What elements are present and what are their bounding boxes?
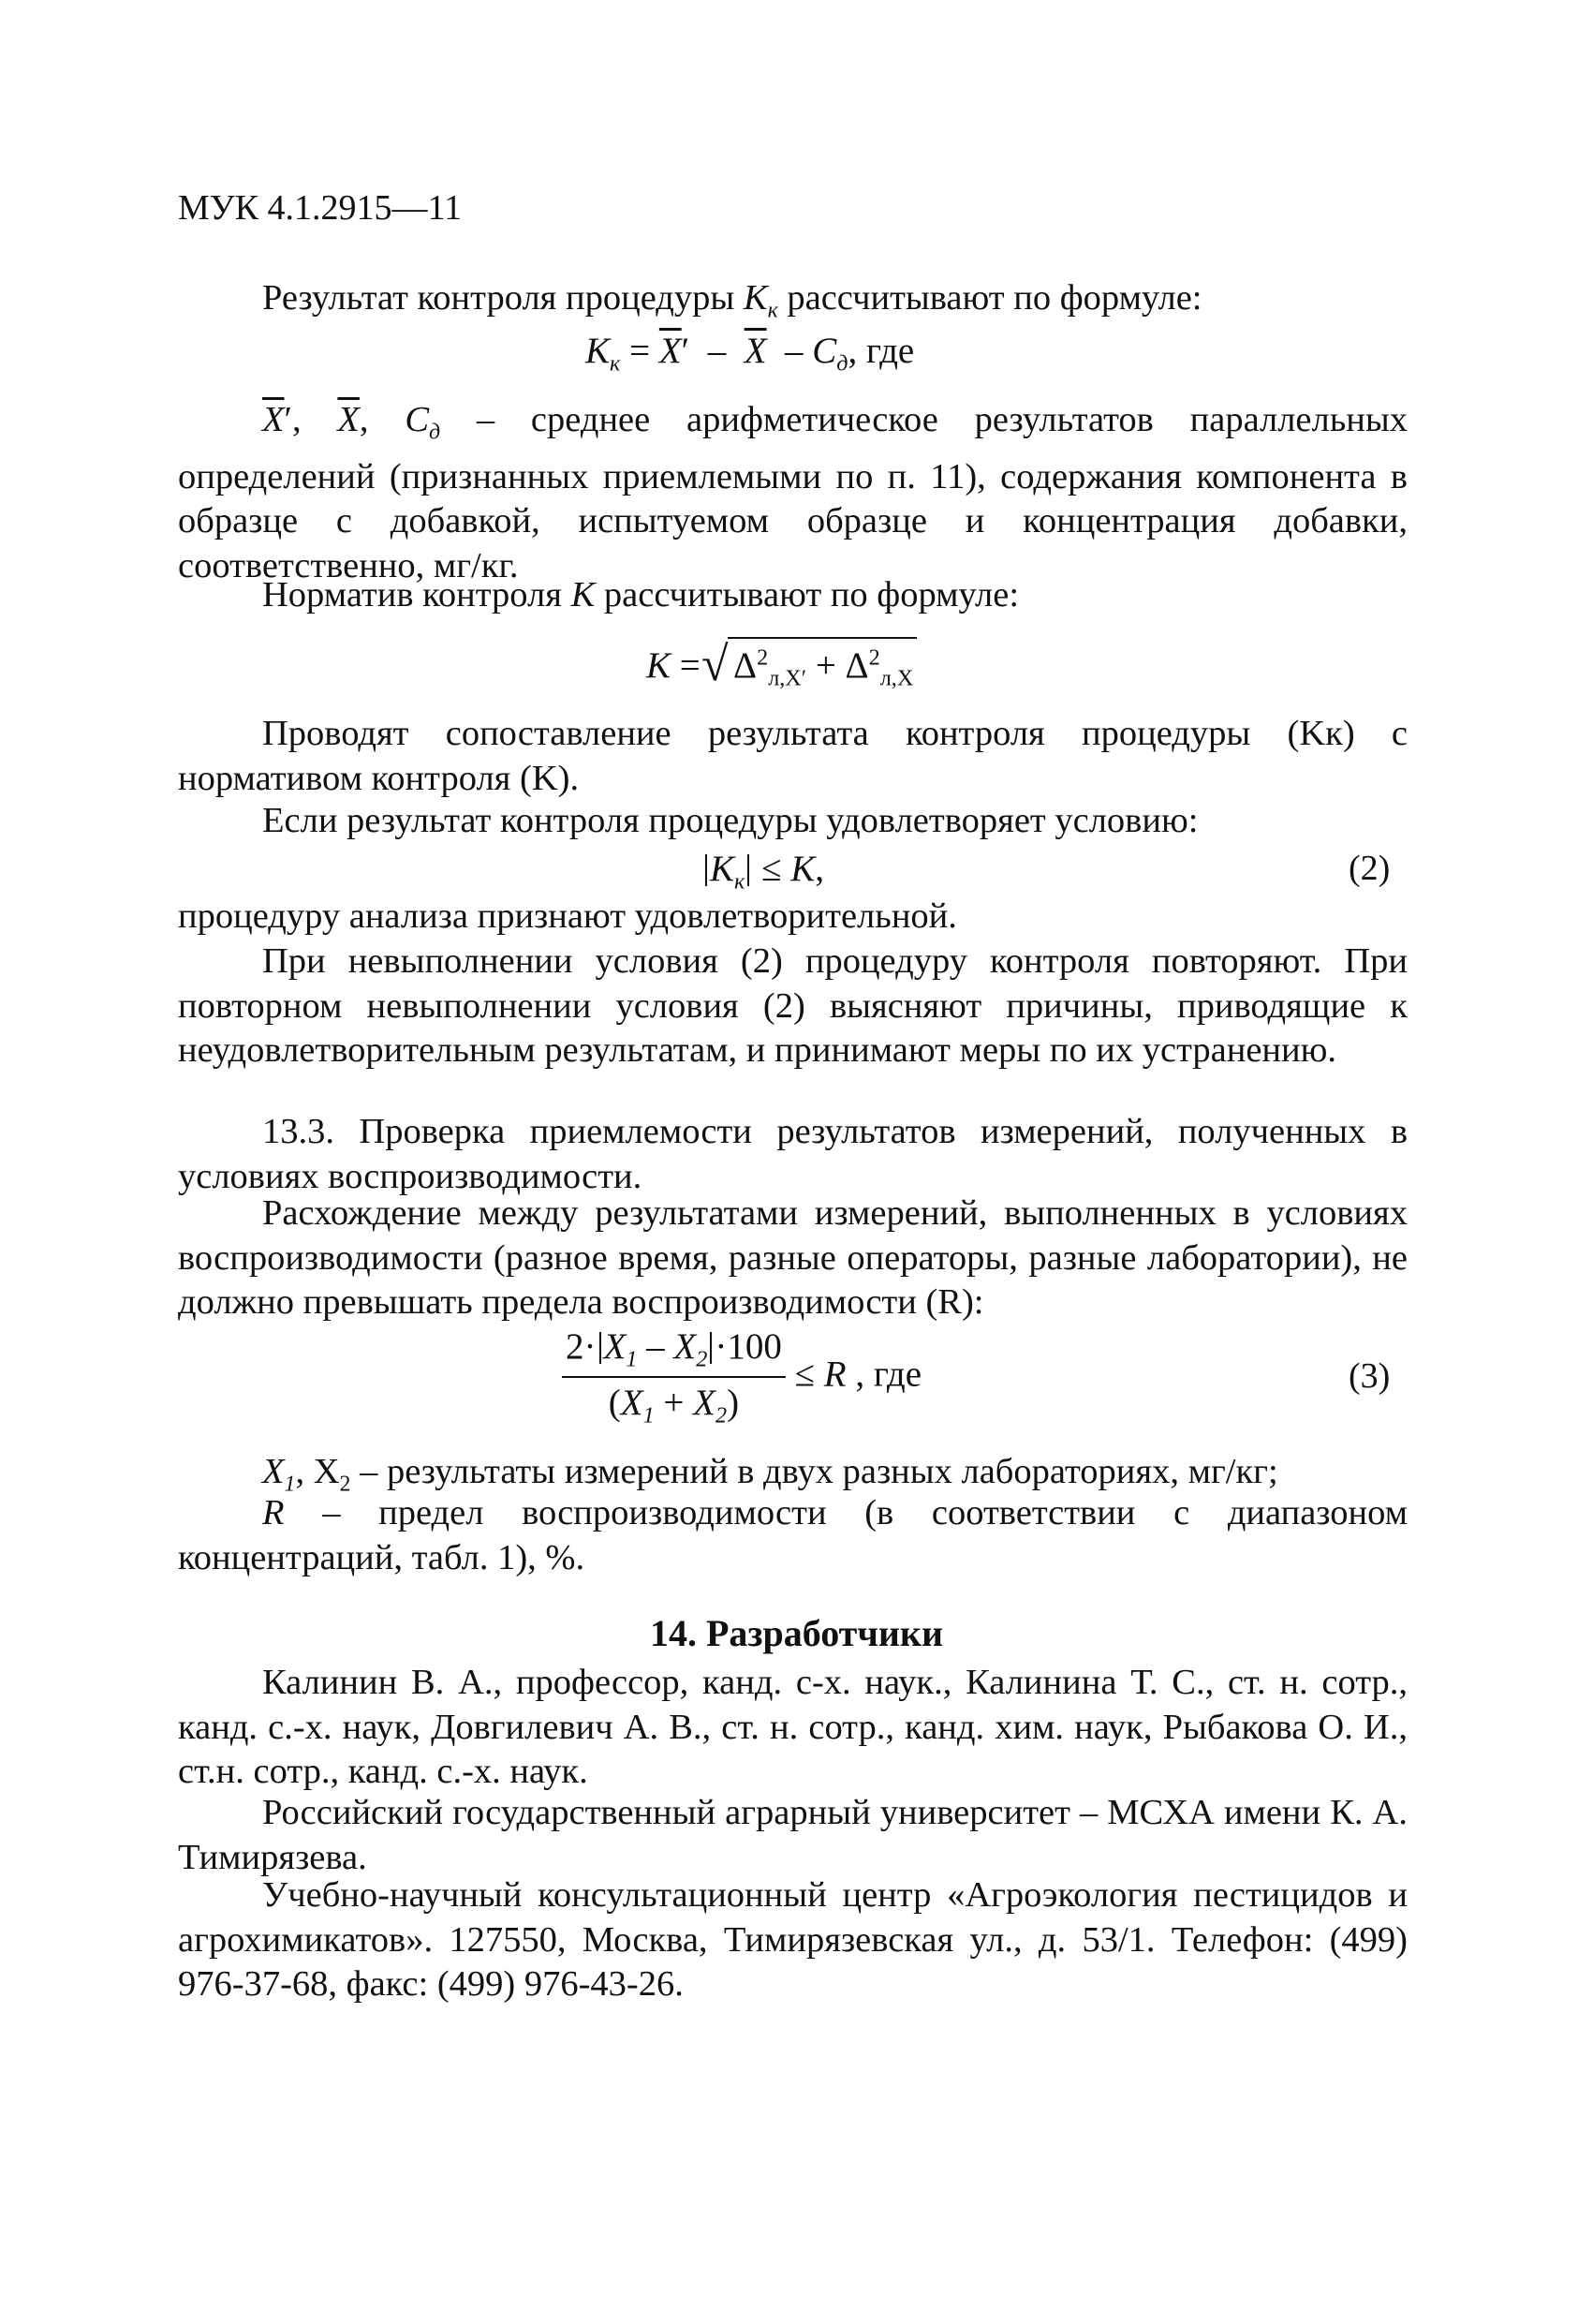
paragraph-11: R – предел воспроизводимости (в соответствии с диапазоном концентраций, табл. 1), %. [178, 1493, 1408, 1577]
formula-2: $K_к \le K$, [702, 848, 824, 895]
paragraph-6: процедуру анализа признают удовлетворительной. [178, 896, 957, 936]
paragraph-7: При невыполнении условия (2) процедуру контроля повторяют. При повторном невыполнении условия (2) выясняют причины, приводящие к неудовлетворительным результатам, и принимают меры по их устранению. [178, 941, 1408, 1070]
paragraph-9: Расхождение между результатами измерений, выполненных в условиях воспроизводимости (разное время, разные операторы, разные лаборатории), не должно превышать предела воспроизводимости (R): [178, 1193, 1408, 1322]
equation-number-3: (3) [1349, 1356, 1391, 1396]
paragraph-13: Российский государственный аграрный университет – МСХА имени К. А. Тимирязева. [178, 1793, 1408, 1877]
paragraph-12: Калинин В. А., профессор, канд. с-х. наук., Калинина Т. С., ст. н. сотр., канд. с.-х. наук, Довгилевич А. В., ст. н. сотр., канд. хим. наук, Рыбакова О. И., ст.н. сотр., канд. с.-х. наук. [178, 1663, 1408, 1791]
paragraph-3: Норматив контроля K рассчитывают по формуле: [262, 575, 1020, 614]
formula-3: $\frac{2\cdot X_1 - X_2 \cdot 100}{(X_1 + X_2)}$ ≤ R , где [562, 1325, 922, 1429]
formula-kk: $K_к = \overline{X}' - \overline{X} - C_д$, где [585, 331, 915, 377]
paragraph-2: $\overline{X}'$, $\overline{X}$, $C_д$ – среднее арифметическое результатов параллельных определений (признанных приемлемыми по п. 11), содержания компонента в образце с добавкой, испытуемом образце и концентрация добавки, соответственно, мг/кг. [178, 400, 1409, 585]
paragraph-5: Если результат контроля процедуры удовлетворяет условию: [262, 801, 1199, 840]
paragraph-14: Учебно-научный консультационный центр «Агроэкология пестицидов и агрохимикатов». 127550, Москва, Тимирязевская ул., д. 53/1. Телефон: (499) 976-37-68, факс: (499) 976-43-26. [178, 1875, 1408, 2004]
equation-number-2: (2) [1349, 849, 1391, 888]
paragraph-1: Результат контроля процедуры $K_к$ рассчитывают по формуле: [262, 278, 1202, 323]
page-header: МУК 4.1.2915—11 [178, 188, 463, 228]
paragraph-8: 13.3. Проверка приемлемости результатов измерений, полученных в условиях воспроизводимости. [178, 1112, 1408, 1196]
paragraph-10: $X_1$, $X_2$ – результаты измерений в двух разных лабораториях, мг/кг; [262, 1452, 1278, 1497]
paragraph-4: Проводят сопоставление результата контроля процедуры (Kк) с нормативом контроля (K). [178, 714, 1408, 798]
section-title: 14. Разработчики [649, 1612, 944, 1654]
formula-k: K = √ $\Delta^2_{л,X'} + \Delta^2_{л,X}$ [646, 637, 917, 691]
